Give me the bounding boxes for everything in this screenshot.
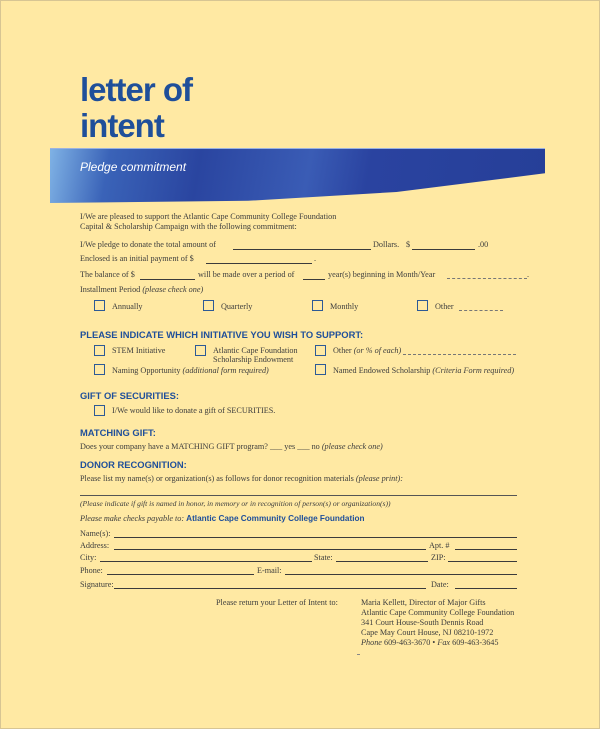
monthly-checkbox[interactable] [312,300,323,311]
quarterly-checkbox[interactable] [203,300,214,311]
enclosed-end: . [314,254,317,263]
email-label: E-mail: [257,566,282,575]
stray-mark [357,654,360,655]
checks-payable-line [80,514,364,523]
recognition-indicate-note: (Please indicate if gift is named in honor, in memory or in recognition of person(s) or organization(s)) [80,499,391,508]
apt-field[interactable] [455,549,517,550]
period-years-field[interactable] [303,279,325,280]
installment-label-text: Installment Period [80,285,141,294]
state-label: State: [314,553,333,562]
city-field[interactable] [100,561,312,562]
fax-prefix: Fax [437,638,451,647]
annually-label: Annually [112,302,143,311]
years-end: . [527,270,530,279]
other-period-label: Other [435,302,454,311]
securities-heading: GIFT OF SECURITIES: [80,390,179,401]
naming-opportunity-label [112,366,269,375]
address-field[interactable] [114,549,426,550]
header-subtitle: Pledge commitment [80,160,187,174]
balance-label: The balance of $ [80,270,135,279]
return-fax: 609-463-3645 [452,638,499,647]
quarterly-label: Quarterly [221,302,253,311]
recognition-prompt-note: (please print): [355,474,403,483]
named-endowed-label [333,366,514,375]
naming-opportunity-text: Naming Opportunity [112,366,181,375]
named-endowed-checkbox[interactable] [315,364,326,375]
other-initiative-label [333,346,401,355]
signature-label: Signature: [80,580,114,589]
monthly-label: Monthly [330,302,359,311]
date-field[interactable] [455,588,517,589]
recognition-name-field[interactable] [80,495,517,496]
address-label: Address: [80,541,110,550]
return-line-1: Maria Kellett, Director of Major Gifts [361,598,486,607]
other-period-field[interactable] [459,310,503,311]
return-line-4: Cape May Court House, NJ 08210-1972 [361,628,494,637]
matching-gift-question [80,442,383,451]
apt-label: Apt. # [429,541,450,550]
intro-line-1: I/We are pleased to support the Atlantic Cape Community College Foundation [80,212,337,221]
phone-prefix: Phone [361,638,382,647]
other-initiative-note: (or % of each) [353,346,402,355]
intro-line-2: Capital & Scholarship Campaign with the following commitment: [80,222,297,231]
other-initiative-checkbox[interactable] [315,345,326,356]
dollar-sign: $ [406,240,411,249]
matching-no-option[interactable]: ___ no [297,442,320,451]
zip-field[interactable] [448,561,517,562]
matching-gift-heading: MATCHING GIFT: [80,427,156,438]
matching-note: (please check one) [321,442,383,451]
other-period-checkbox[interactable] [417,300,428,311]
zip-label: ZIP: [431,553,446,562]
annually-checkbox[interactable] [94,300,105,311]
checks-payable-label: Please make checks payable to: [80,514,185,523]
return-contact-line [361,638,499,647]
city-label: City: [80,553,97,562]
donor-recognition-heading: DONOR RECOGNITION: [80,459,187,470]
cents-label: .00 [478,240,489,249]
name-field[interactable] [114,537,517,538]
phone-label: Phone: [80,566,103,575]
state-field[interactable] [336,561,428,562]
return-phone: 609-463-3670 [383,638,431,647]
return-label: Please return your Letter of Intent to: [216,598,338,607]
stem-label: STEM Initiative [112,346,166,355]
recognition-prompt-text: Please list my name(s) or organization(s) as follows for donor recognition materials [80,474,354,483]
named-endowed-text: Named Endowed Scholarship [333,366,431,375]
start-month-year-field[interactable] [447,278,527,279]
stem-checkbox[interactable] [94,345,105,356]
title-line-1: letter of [80,71,193,108]
initiative-heading: PLEASE INDICATE WHICH INITIATIVE YOU WISH TO SUPPORT: [80,329,364,340]
foundation-scholarship-label-1: Atlantic Cape Foundation [213,346,298,355]
securities-checkbox[interactable] [94,405,105,416]
installment-period-label [80,285,203,294]
naming-opportunity-checkbox[interactable] [94,364,105,375]
other-initiative-text: Other [333,346,352,355]
pledge-total-words-field[interactable] [233,249,371,250]
bullet-separator: • [432,638,436,647]
named-endowed-note: (Criteria Form required) [432,366,515,375]
enclosed-label: Enclosed is an initial payment of $ [80,254,194,263]
header-band [50,148,545,203]
balance-amount-field[interactable] [140,279,195,280]
dollars-label: Dollars. [373,240,400,249]
other-initiative-field[interactable] [403,354,516,355]
naming-opportunity-note: (additional form required) [182,366,269,375]
name-label: Name(s): [80,529,111,538]
title-line-2: intent [80,107,164,144]
date-label: Date: [431,580,449,589]
recognition-prompt [80,474,403,483]
return-line-3: 341 Court House-South Dennis Road [361,618,484,627]
pledge-total-label: I/We pledge to donate the total amount of [80,240,216,249]
signature-field[interactable] [114,588,426,589]
period-label: will be made over a period of [198,270,295,279]
phone-field[interactable] [107,574,254,575]
years-label: year(s) beginning in Month/Year [328,270,436,279]
pledge-total-amount-field[interactable] [412,249,475,250]
matching-yes-option[interactable]: ___ yes [269,442,296,451]
matching-question-text: Does your company have a MATCHING GIFT program? [80,442,268,451]
foundation-scholarship-label-2: Scholarship Endowment [213,355,294,364]
foundation-scholarship-checkbox[interactable] [195,345,206,356]
checks-payable-payee: Atlantic Cape Community College Foundation [186,514,365,523]
securities-label: I/We would like to donate a gift of SECURITIES. [112,406,276,415]
enclosed-amount-field[interactable] [206,263,312,264]
return-line-2: Atlantic Cape Community College Foundation [361,608,515,617]
email-field[interactable] [285,574,517,575]
installment-note: (please check one) [142,285,204,294]
